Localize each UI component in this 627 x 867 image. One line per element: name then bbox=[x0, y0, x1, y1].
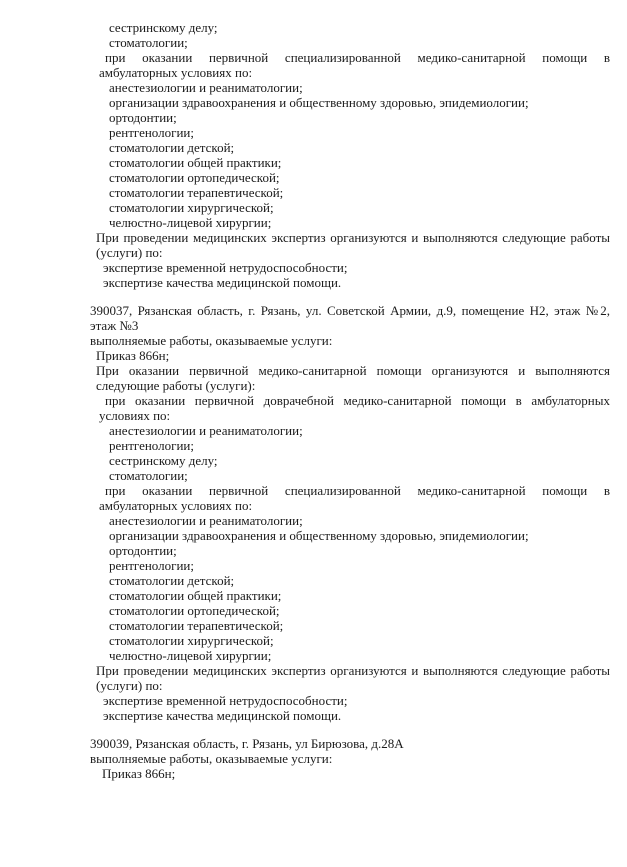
paragraph-service: стоматологии детской; bbox=[109, 573, 235, 588]
paragraph-service: стоматологии общей практики; bbox=[109, 588, 282, 603]
paragraph-service: стоматологии; bbox=[109, 35, 188, 50]
paragraph-expertise: экспертизе временной нетрудоспособности; bbox=[103, 693, 348, 708]
paragraph-service: рентгенологии; bbox=[109, 558, 194, 573]
paragraph-service: стоматологии хирургической; bbox=[109, 200, 274, 215]
paragraph-service: организации здравоохранения и общественному здоровью, эпидемиологии; bbox=[109, 528, 529, 543]
paragraph-service: стоматологии общей практики; bbox=[109, 155, 282, 170]
paragraph-service: анестезиологии и реаниматологии; bbox=[109, 513, 303, 528]
paragraph-service: стоматологии ортопедической; bbox=[109, 170, 280, 185]
paragraph-subblock: при оказании первичной специализированной медико-санитарной помощи в амбулаторных условиях по: bbox=[99, 483, 610, 513]
paragraph-service: челюстно-лицевой хирургии; bbox=[109, 215, 272, 230]
paragraph-service: рентгенологии; bbox=[109, 438, 194, 453]
paragraph-expertise: экспертизе качества медицинской помощи. bbox=[103, 275, 342, 290]
paragraph-service: сестринскому делу; bbox=[109, 20, 218, 35]
paragraph-block: При оказании первичной медико-санитарной помощи организуются и выполняются следующие работы (услуги): bbox=[96, 363, 610, 393]
paragraph-order: Приказ 866н; bbox=[96, 348, 170, 363]
paragraph-service: анестезиологии и реаниматологии; bbox=[109, 423, 303, 438]
paragraph-service: стоматологии; bbox=[109, 468, 188, 483]
paragraph-address: 390037, Рязанская область, г. Рязань, ул. Советской Армии, д.9, помещение Н2, этаж №2, этаж №3 bbox=[90, 303, 610, 333]
paragraph-expertise: экспертизе временной нетрудоспособности; bbox=[103, 260, 348, 275]
document-section bbox=[90, 736, 610, 781]
paragraph-service: рентгенологии; bbox=[109, 125, 194, 140]
paragraph-service: стоматологии терапевтической; bbox=[109, 185, 284, 200]
paragraph-address: 390039, Рязанская область, г. Рязань, ул Бирюзова, д.28А bbox=[90, 736, 404, 751]
paragraph-subblock: при оказании первичной доврачебной медико-санитарной помощи в амбулаторных условиях по: bbox=[99, 393, 610, 423]
paragraph-service: ортодонтии; bbox=[109, 110, 177, 125]
paragraph-service: анестезиологии и реаниматологии; bbox=[109, 80, 303, 95]
paragraph-service: стоматологии ортопедической; bbox=[109, 603, 280, 618]
paragraph-order2: Приказ 866н; bbox=[102, 766, 176, 781]
paragraph-service: сестринскому делу; bbox=[109, 453, 218, 468]
paragraph-service: стоматологии детской; bbox=[109, 140, 235, 155]
paragraph-service: челюстно-лицевой хирургии; bbox=[109, 648, 272, 663]
paragraph-block: При проведении медицинских экспертиз организуются и выполняются следующие работы (услуги) по: bbox=[96, 663, 610, 693]
paragraph-block: При проведении медицинских экспертиз организуются и выполняются следующие работы (услуги) по: bbox=[96, 230, 610, 260]
paragraph-service: организации здравоохранения и общественному здоровью, эпидемиологии; bbox=[109, 95, 529, 110]
paragraph-service: стоматологии хирургической; bbox=[109, 633, 274, 648]
paragraph-label: выполняемые работы, оказываемые услуги: bbox=[90, 333, 333, 348]
paragraph-label: выполняемые работы, оказываемые услуги: bbox=[90, 751, 333, 766]
paragraph-subblock: при оказании первичной специализированной медико-санитарной помощи в амбулаторных условиях по: bbox=[99, 50, 610, 80]
document-section bbox=[90, 303, 610, 723]
paragraph-service: ортодонтии; bbox=[109, 543, 177, 558]
paragraph-expertise: экспертизе качества медицинской помощи. bbox=[103, 708, 342, 723]
document-section bbox=[90, 20, 610, 290]
paragraph-service: стоматологии терапевтической; bbox=[109, 618, 284, 633]
